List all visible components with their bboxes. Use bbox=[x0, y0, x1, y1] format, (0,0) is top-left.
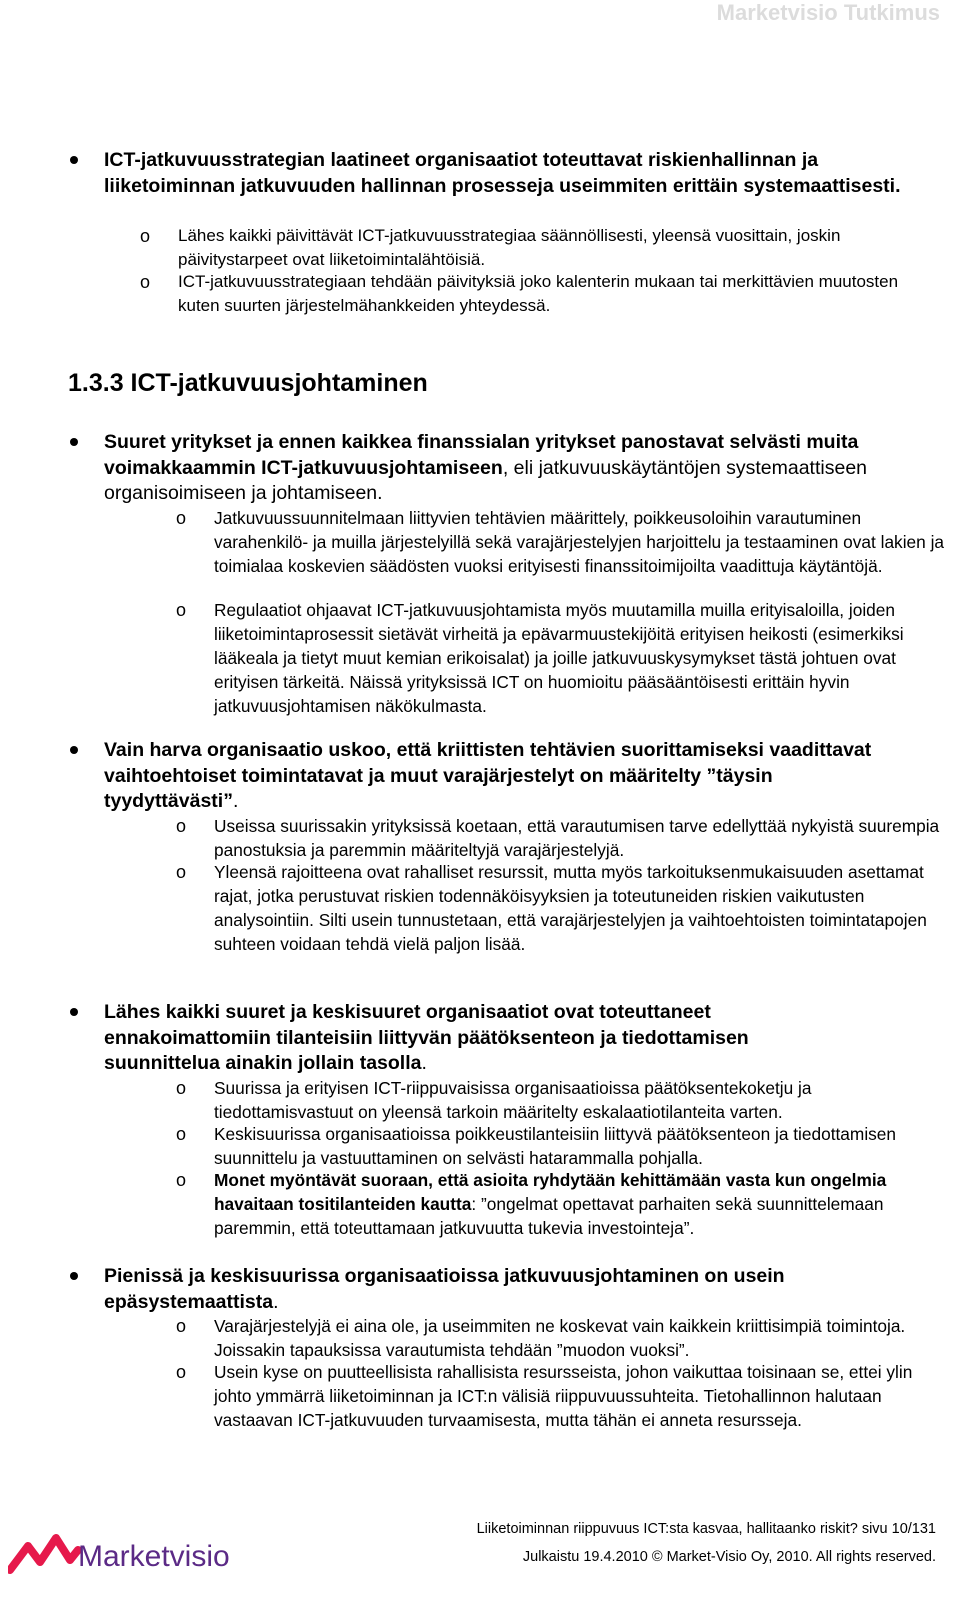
bullet-dot bbox=[70, 746, 78, 754]
bullet-2-bold: Suuret yritykset ja ennen kaikkea finanssialan yritykset panostavat selvästi muita voimakkaammin ICT-jatkuvuusjohtamiseen bbox=[104, 431, 859, 479]
bullet-dot bbox=[70, 156, 78, 164]
sub-5-2: Usein kyse on puutteellisista rahallisista resursseista, johon vaikuttaa toisinaan se, ettei ylin johto ymmärrä liiketoiminnan ja ICT:n välisiä riippuvuussuhteita. Tietohallinnon halutaan vastaavan ICT-jatkuvuuden turvaamisesta, mutta tähän ei anneta resursseja. bbox=[214, 1362, 913, 1430]
bullet-5-bold: Pienissä ja keskisuurissa organisaatioissa jatkuvuusjohtaminen on usein epäsystemaattista bbox=[104, 1265, 785, 1313]
bullet-3-text bbox=[104, 738, 904, 815]
bullet-5-rest: . bbox=[273, 1290, 279, 1313]
section-heading: 1.3.3 ICT-jatkuvuusjohtaminen bbox=[68, 369, 428, 397]
bullet-3-rest: . bbox=[232, 790, 239, 812]
sub-3-2: Yleensä rajoitteena ovat rahalliset resurssit, mutta myös tarkoituksenmukaisuuden asettamat rajat, jotka perustuvat riskien todennäköisyyksien ja toteutuneiden riskien vaikutusten analysointiin. Silti usein tunnustetaan, että varajärjestelyjen ja vaihtoehtoisten toimintatapojen suhteen voidaan tehdä vielä paljon lisää. bbox=[214, 862, 927, 954]
sub-5-1: Varajärjestelyjä ei aina ole, ja useimmiten ne koskevat vain kaikkein kriittisimpiä toimintoja. Joissakin tapauksissa varautumista tehdään ”muodon vuoksi”. bbox=[214, 1316, 906, 1360]
bullet-5-text bbox=[104, 1264, 924, 1315]
sub-marker: o bbox=[176, 1362, 187, 1382]
sub-marker: o bbox=[176, 862, 187, 882]
sub-marker: o bbox=[176, 600, 187, 620]
footer-line-2: Julkaistu 19.4.2010 © Market-Visio Oy, 2010. All rights reserved. bbox=[522, 1549, 936, 1565]
sub-marker: o bbox=[176, 1316, 187, 1336]
sub-3-1: Useissa suurissakin yrityksissä koetaan, että varautumisen tarve edellyttää nykyistä suurempia panostuksia ja paremmin määriteltyjä varajärjestelyjä. bbox=[214, 816, 940, 860]
sub-1-2: ICT-jatkuvuusstrategiaan tehdään päivityksiä joko kalenterin mukaan tai merkittävien muutosten kuten suurten järjestelmähankkeiden yhteydessä. bbox=[178, 272, 899, 315]
bullet-dot bbox=[70, 1272, 78, 1280]
sub-marker: o bbox=[176, 816, 187, 836]
sub-marker: o bbox=[176, 1124, 187, 1144]
footer-line-1: Liiketoiminnan riippuvuus ICT:sta kasvaa, hallitaanko riskit? sivu 10/131 bbox=[476, 1521, 936, 1537]
sub-marker: o bbox=[176, 1078, 187, 1098]
bullet-2-rest: , eli jatkuvuuskäytäntöjen systemaattiseen organisoimiseen ja johtamiseen. bbox=[104, 456, 868, 504]
bullet-dot bbox=[70, 1008, 78, 1016]
sub-4-2: Keskisuurissa organisaatioissa poikkeustilanteisiin liittyvä päätöksenteon ja tiedottamisen suunnittelu ja vastuuttaminen on selvästi hatarammalla pohjalla. bbox=[214, 1124, 897, 1168]
sub-1-1: Lähes kaikki päivittävät ICT-jatkuvuusstrategiaa säännöllisesti, yleensä vuosittain, joskin päivitystarpeet ovat liiketoimintalähtöisiä. bbox=[178, 226, 841, 269]
sub-4-3-rest: : ”ongelmat opettavat parhaiten sekä suunnittelemaan paremmin, että toteuttamaan jatkuvuutta tukevia investointeja”. bbox=[214, 1194, 884, 1238]
logo-mark-icon bbox=[8, 1526, 248, 1586]
sub-marker: o bbox=[176, 1170, 187, 1190]
bullet-3-bold: Vain harva organisaatio uskoo, että kriittisten tehtävien suorittamiseksi vaadittavat vaihtoehtoiset toimintatavat ja muut varajärjestelyt on määritelty ”täysin tyydyttävästi” bbox=[104, 739, 872, 812]
sub-marker: o bbox=[176, 508, 187, 528]
bullet-1-text: ICT-jatkuvuusstrategian laatineet organisaatiot toteuttavat riskienhallinnan ja liiketoiminnan jatkuvuuden hallinnan prosesseja useimmiten erittäin systemaattisesti. bbox=[104, 149, 901, 197]
sub-2-2: Regulaatiot ohjaavat ICT-jatkuvuusjohtamista myös muutamilla muilla erityisaloilla, joiden liiketoimintaprosessit sietävät virheitä ja epävarmuustekijöitä erityisen heikosti (esimerkiksi lääkeala ja tietyt muut kemian erikoisalat) ja joille jatkuvuuskysymykset tästä johtuen ovat erityisen tärkeitä. Näissä yrityksissä ICT on huomioitu pääsääntöisesti erittäin hyvin jatkuvuusjohtamisen näkökulmasta. bbox=[214, 600, 904, 716]
sub-4-1: Suurissa ja erityisen ICT-riippuvaisissa organisaatioissa päätöksentekoketju ja tiedottamisvastuut on yleensä tarkoin määritelty eskalaatiotilanteita varten. bbox=[214, 1078, 812, 1122]
sub-4-3 bbox=[214, 1168, 944, 1240]
bullet-4-bold: Lähes kaikki suuret ja keskisuuret organisaatiot ovat toteuttaneet ennakoimattomiin tilanteisiin liittyvän päätöksenteon ja tiedottamisen suunnittelua ainakin jollain tasolla bbox=[104, 1001, 749, 1074]
logo-text: Marketvisio bbox=[78, 1540, 230, 1573]
header-brand: Marketvisio Tutkimus bbox=[716, 0, 940, 25]
sub-4-3-bold: Monet myöntävät suoraan, että asioita ryhdytään kehittämään vasta kun ongelmia havaitaan tositilanteiden kautta bbox=[214, 1170, 887, 1214]
bullet-4-text bbox=[104, 1000, 864, 1077]
sub-marker: o bbox=[140, 272, 151, 292]
marketvisio-logo bbox=[8, 1526, 248, 1591]
sub-marker: o bbox=[140, 226, 151, 246]
bullet-2-text bbox=[104, 430, 914, 507]
bullet-dot bbox=[70, 438, 78, 446]
sub-2-1: Jatkuvuussuunnitelmaan liittyvien tehtävien määrittely, poikkeusoloihin varautuminen varahenkilö- ja muilla järjestelyillä sekä varajärjestelyjen harjoittelu ja testaaminen ovat lakien ja toimialaa koskevien säädösten vuoksi erityisesti finanssitoimijoilta vaadittuja käytäntöjä. bbox=[214, 508, 945, 576]
bullet-4-rest: . bbox=[421, 1052, 427, 1074]
